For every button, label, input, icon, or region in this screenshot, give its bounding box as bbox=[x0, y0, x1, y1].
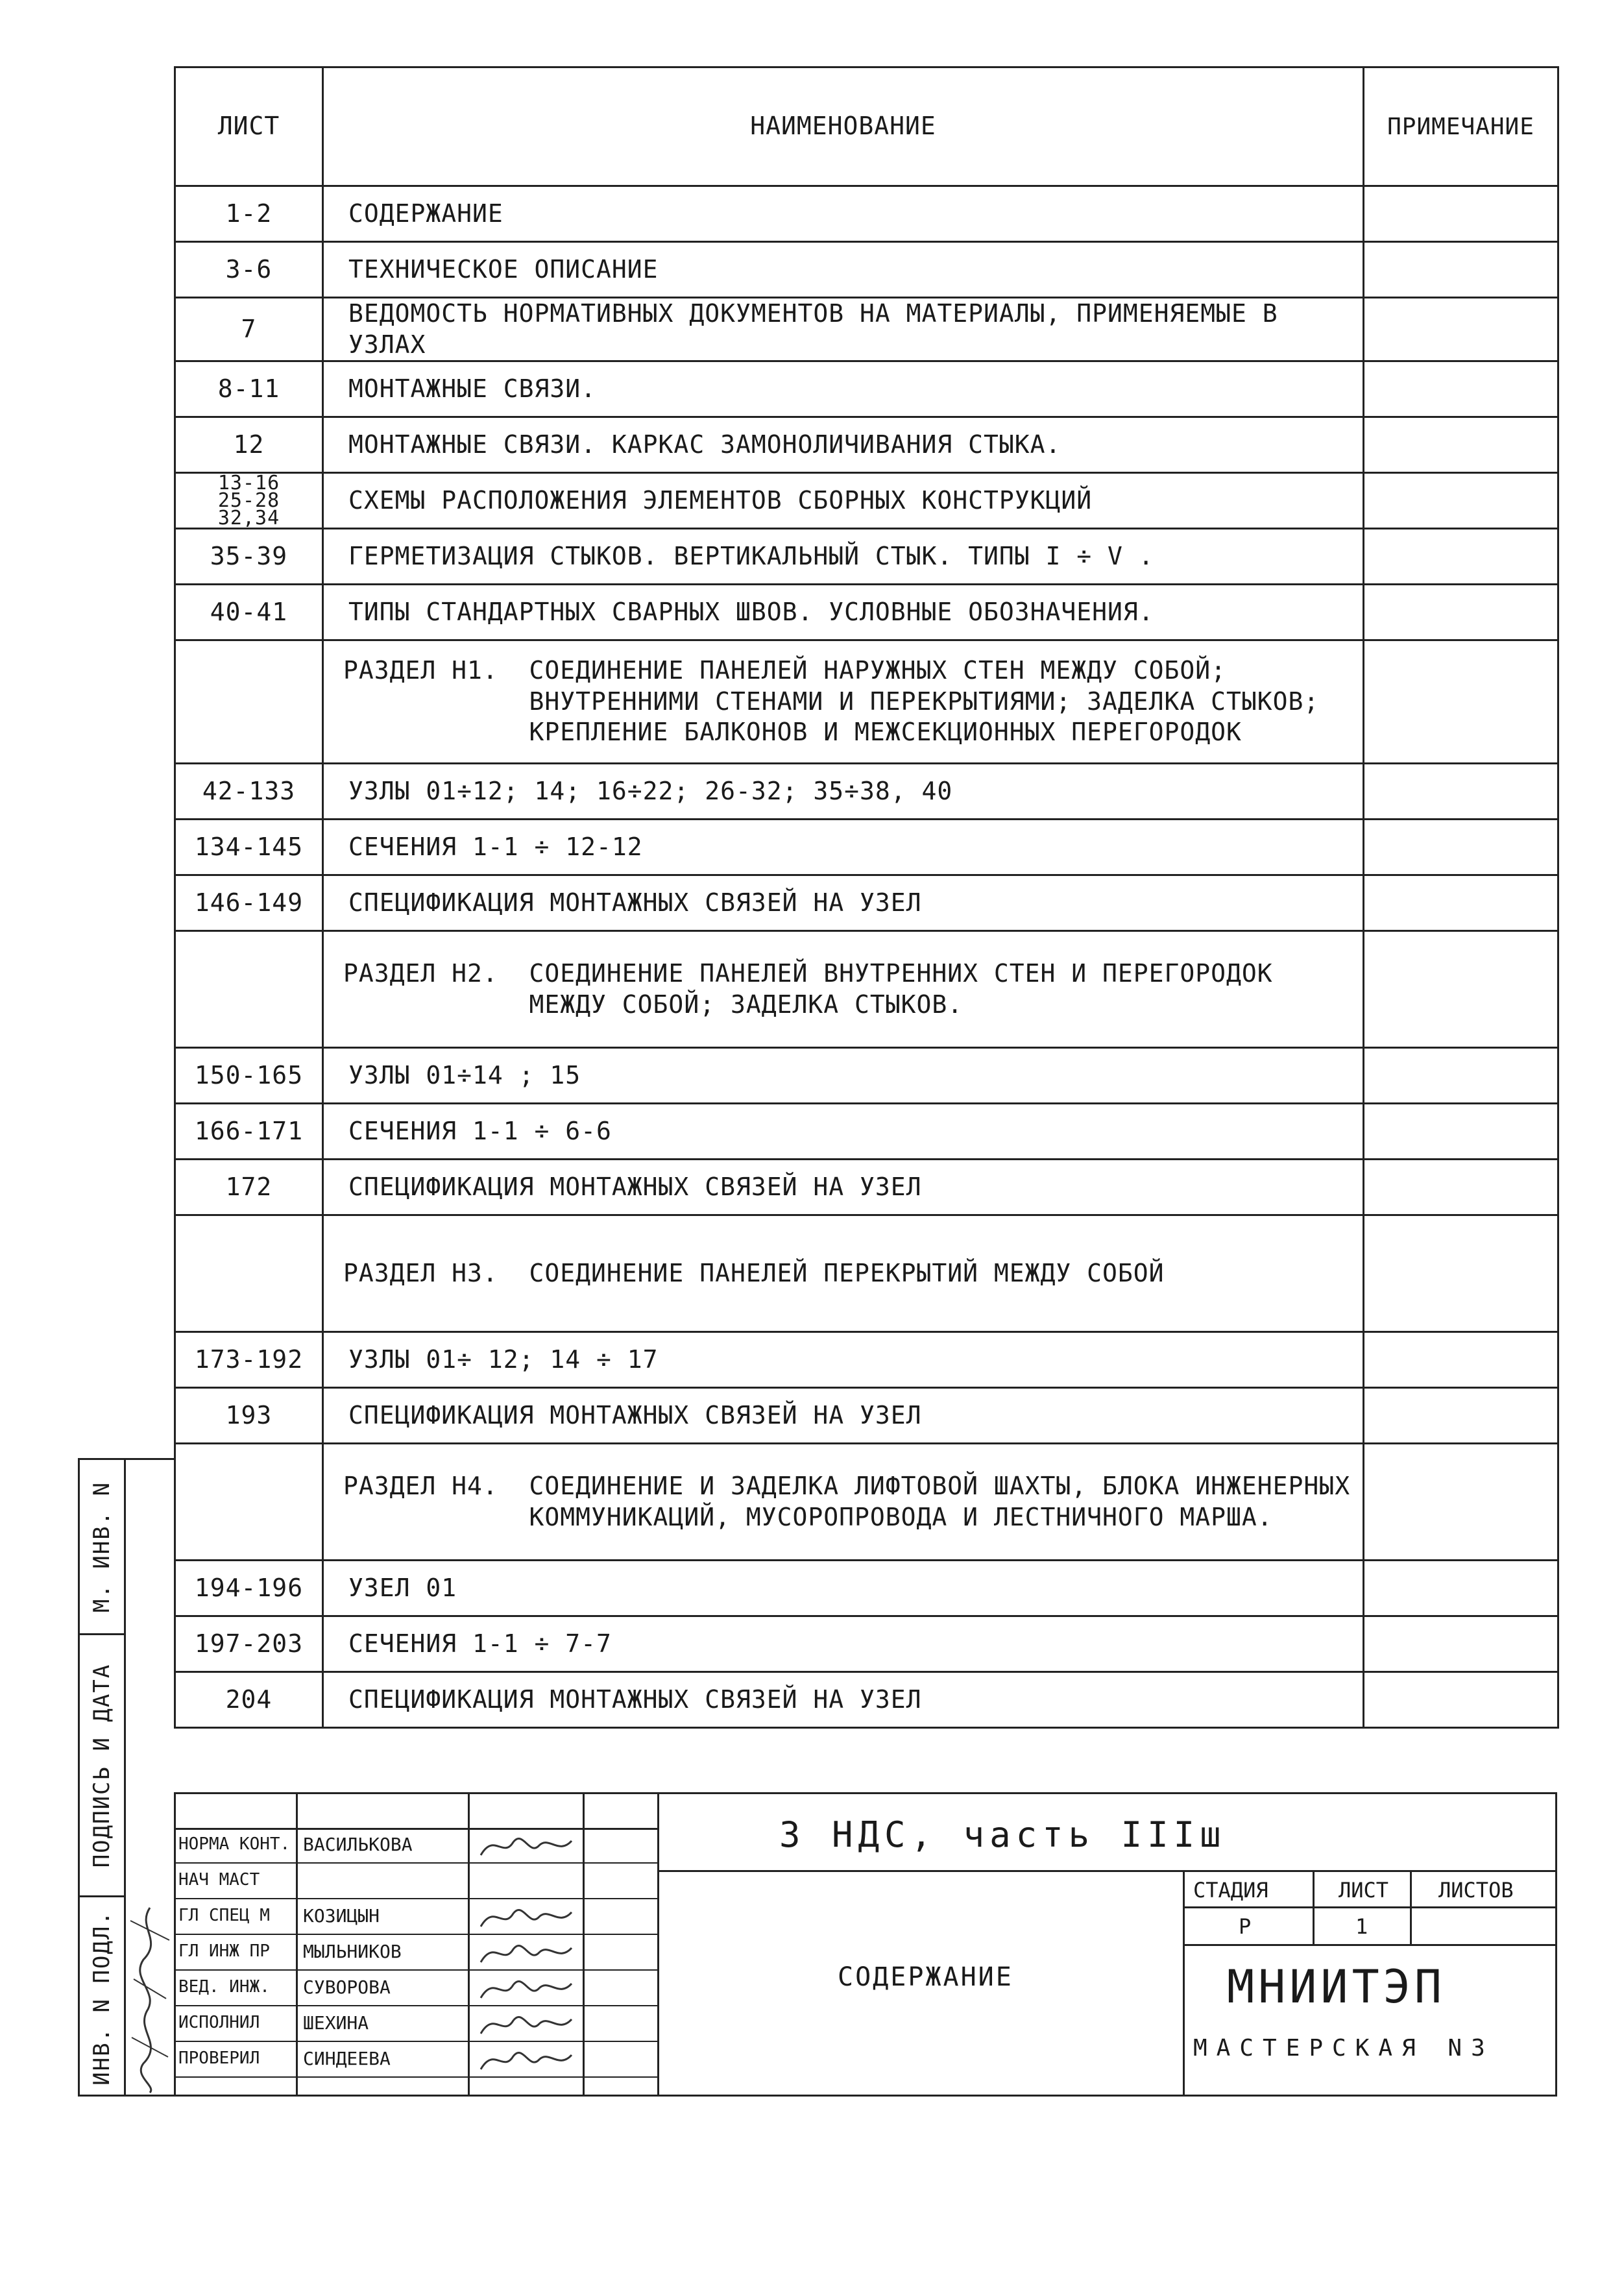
name-cell: СПЕЦИФИКАЦИЯ МОНТАЖНЫХ СВЯЗЕЙ НА УЗЕЛ bbox=[323, 1388, 1364, 1444]
handwritten-inventory-number bbox=[124, 1901, 176, 2096]
note-cell bbox=[1364, 1215, 1558, 1332]
organization-name: МНИИТЭП bbox=[1227, 1960, 1446, 2013]
table-row bbox=[175, 585, 1558, 640]
signature-name: СУВОРОВА bbox=[303, 1976, 391, 1998]
name-cell: СЕЧЕНИЯ 1-1 ÷ 7-7 bbox=[323, 1616, 1364, 1672]
sheet-cell: 166-171 bbox=[175, 1104, 323, 1160]
sheet-cell: 150-165 bbox=[175, 1048, 323, 1104]
signature-name: ВАСИЛЬКОВА bbox=[303, 1834, 413, 1855]
table-row bbox=[175, 186, 1558, 242]
table-row bbox=[175, 298, 1558, 361]
sheet-range-line: 32,34 bbox=[217, 507, 280, 529]
table-row bbox=[175, 875, 1558, 931]
sheet-cell: 146-149 bbox=[175, 875, 323, 931]
section-line: КОММУНИКАЦИЙ, МУСОРОПРОВОДА И ЛЕСТНИЧНОГО МАРША. bbox=[343, 1502, 1273, 1531]
stage-value: Р bbox=[1239, 1914, 1252, 1939]
signature-role: ГЛ СПЕЦ М bbox=[178, 1906, 270, 1925]
sheet-cell bbox=[175, 473, 323, 529]
sheet-range-line: 13-16 bbox=[217, 472, 280, 494]
section-row bbox=[175, 640, 1558, 764]
signature-name: КОЗИЦЫН bbox=[303, 1905, 380, 1927]
table-header-row bbox=[175, 67, 1558, 186]
table-row bbox=[175, 1616, 1558, 1672]
table-row bbox=[175, 1104, 1558, 1160]
signature-name: СИНДЕЕВА bbox=[303, 2048, 391, 2069]
note-cell bbox=[1364, 1388, 1558, 1444]
signature-scribble bbox=[474, 2008, 585, 2041]
sheet-cell: 3-6 bbox=[175, 242, 323, 298]
table-row bbox=[175, 1561, 1558, 1616]
name-cell: СЕЧЕНИЯ 1-1 ÷ 12-12 bbox=[323, 820, 1364, 875]
sheet-cell bbox=[175, 931, 323, 1048]
name-cell: СЕЧЕНИЯ 1-1 ÷ 6-6 bbox=[323, 1104, 1364, 1160]
workshop-name: МАСТЕРСКАЯ N3 bbox=[1193, 2035, 1494, 2061]
section-line: РАЗДЕЛ Н1. СОЕДИНЕНИЕ ПАНЕЛЕЙ НАРУЖНЫХ СТЕН МЕЖДУ СОБОЙ; bbox=[343, 656, 1227, 685]
header-name: НАИМЕНОВАНИЕ bbox=[323, 67, 1364, 186]
table-row bbox=[175, 820, 1558, 875]
header-note: ПРИМЕЧАНИЕ bbox=[1364, 67, 1558, 186]
sheet-cell: 172 bbox=[175, 1160, 323, 1215]
note-cell bbox=[1364, 640, 1558, 764]
sheet-cell: 40-41 bbox=[175, 585, 323, 640]
section-line: МЕЖДУ СОБОЙ; ЗАДЕЛКА СТЫКОВ. bbox=[343, 990, 963, 1019]
sheet-label: ЛИСТ bbox=[1339, 1878, 1389, 1903]
note-cell bbox=[1364, 585, 1558, 640]
note-cell bbox=[1364, 1561, 1558, 1616]
sheet-value: 1 bbox=[1355, 1914, 1368, 1939]
note-cell bbox=[1364, 298, 1558, 361]
note-cell bbox=[1364, 242, 1558, 298]
table-row bbox=[175, 417, 1558, 473]
name-cell: УЗЛЫ 01÷ 12; 14 ÷ 17 bbox=[323, 1332, 1364, 1388]
contents-table bbox=[174, 66, 1559, 1729]
title-block bbox=[174, 1792, 1557, 2097]
side-cell-orig bbox=[80, 1897, 124, 2098]
section-title-cell bbox=[323, 640, 1364, 764]
name-cell: СХЕМЫ РАСПОЛОЖЕНИЯ ЭЛЕМЕНТОВ СБОРНЫХ КОНСТРУКЦИЙ bbox=[323, 473, 1364, 529]
note-cell bbox=[1364, 529, 1558, 585]
note-cell bbox=[1364, 473, 1558, 529]
name-cell: ВЕДОМОСТЬ НОРМАТИВНЫХ ДОКУМЕНТОВ НА МАТЕРИАЛЫ, ПРИМЕНЯЕМЫЕ В УЗЛАХ bbox=[323, 298, 1364, 361]
section-title-cell bbox=[323, 931, 1364, 1048]
name-cell: СПЕЦИФИКАЦИЯ МОНТАЖНЫХ СВЯЗЕЙ НА УЗЕЛ bbox=[323, 1160, 1364, 1215]
section-line: ВНУТРЕННИМИ СТЕНАМИ И ПЕРЕКРЫТИЯМИ; ЗАДЕЛКА СТЫКОВ; bbox=[343, 687, 1320, 716]
note-cell bbox=[1364, 1616, 1558, 1672]
note-cell bbox=[1364, 1332, 1558, 1388]
sheet-cell: 194-196 bbox=[175, 1561, 323, 1616]
section-row bbox=[175, 1444, 1558, 1561]
header-sheet: ЛИСТ bbox=[175, 67, 323, 186]
note-cell bbox=[1364, 1104, 1558, 1160]
table-row bbox=[175, 1388, 1558, 1444]
signature-scribble bbox=[474, 2043, 585, 2077]
note-cell bbox=[1364, 1672, 1558, 1728]
section-title-cell bbox=[323, 1444, 1364, 1561]
sheet-cell: 42-133 bbox=[175, 764, 323, 820]
section-line: РАЗДЕЛ Н4. СОЕДИНЕНИЕ И ЗАДЕЛКА ЛИФТОВОЙ ШАХТЫ, БЛОКА ИНЖЕНЕРНЫХ bbox=[343, 1472, 1351, 1500]
signature-scribble bbox=[474, 1972, 585, 2006]
name-cell: ТИПЫ СТАНДАРТНЫХ СВАРНЫХ ШВОВ. УСЛОВНЫЕ ОБОЗНАЧЕНИЯ. bbox=[323, 585, 1364, 640]
name-cell: ТЕХНИЧЕСКОЕ ОПИСАНИЕ bbox=[323, 242, 1364, 298]
side-stamp bbox=[78, 1458, 174, 2097]
section-row bbox=[175, 1215, 1558, 1332]
sheet-cell: 197-203 bbox=[175, 1616, 323, 1672]
table-row bbox=[175, 1672, 1558, 1728]
note-cell bbox=[1364, 1444, 1558, 1561]
note-cell bbox=[1364, 764, 1558, 820]
note-cell bbox=[1364, 875, 1558, 931]
sheets-label: ЛИСТОВ bbox=[1438, 1878, 1514, 1903]
section-title-cell bbox=[323, 1215, 1364, 1332]
sheet-cell bbox=[175, 1444, 323, 1561]
signature-role: ИСПОЛНИЛ bbox=[178, 2013, 260, 2032]
name-cell: МОНТАЖНЫЕ СВЯЗИ. bbox=[323, 361, 1364, 417]
signature-scribble bbox=[474, 1936, 585, 1970]
name-cell: СПЕЦИФИКАЦИЯ МОНТАЖНЫХ СВЯЗЕЙ НА УЗЕЛ bbox=[323, 1672, 1364, 1728]
name-cell: УЗЛЫ 01÷12; 14; 16÷22; 26-32; 35÷38, 40 bbox=[323, 764, 1364, 820]
name-cell: МОНТАЖНЫЕ СВЯЗИ. КАРКАС ЗАМОНОЛИЧИВАНИЯ СТЫКА. bbox=[323, 417, 1364, 473]
section-line: КРЕПЛЕНИЕ БАЛКОНОВ И МЕЖСЕКЦИОННЫХ ПЕРЕГОРОДОК bbox=[343, 718, 1242, 747]
signature-role: ВЕД. ИНЖ. bbox=[178, 1977, 270, 1997]
sheet-cell: 8-11 bbox=[175, 361, 323, 417]
side-stamp-label-column bbox=[80, 1460, 126, 2095]
signature-scribble bbox=[474, 1829, 585, 1863]
signature-name: ШЕХИНА bbox=[303, 2012, 369, 2034]
table-row bbox=[175, 1048, 1558, 1104]
note-cell bbox=[1364, 186, 1558, 242]
name-cell: СОДЕРЖАНИЕ bbox=[323, 186, 1364, 242]
document-code: 3 НДС, часть IIIш bbox=[779, 1814, 1226, 1855]
side-label-sign: ПОДПИСЬ И ДАТА bbox=[89, 1663, 115, 1867]
side-cell-sign bbox=[80, 1635, 124, 1897]
signature-role: ПРОВЕРИЛ bbox=[178, 2049, 260, 2068]
section-line: РАЗДЕЛ Н2. СОЕДИНЕНИЕ ПАНЕЛЕЙ ВНУТРЕННИХ СТЕН И ПЕРЕГОРОДОК bbox=[343, 959, 1273, 988]
side-cell-inv bbox=[80, 1460, 124, 1635]
signature-role: НОРМА КОНТ. bbox=[178, 1834, 291, 1854]
section-line: РАЗДЕЛ Н3. СОЕДИНЕНИЕ ПАНЕЛЕЙ ПЕРЕКРЫТИЙ МЕЖДУ СОБОЙ bbox=[343, 1258, 1165, 1287]
signature-scribble bbox=[474, 1901, 585, 1934]
table-row bbox=[175, 1160, 1558, 1215]
note-cell bbox=[1364, 417, 1558, 473]
name-cell: УЗЛЫ 01÷14 ; 15 bbox=[323, 1048, 1364, 1104]
sheet-cell bbox=[175, 1215, 323, 1332]
table-row bbox=[175, 361, 1558, 417]
side-label-orig: ИНВ. N ПОДЛ. bbox=[89, 1910, 115, 2085]
note-cell bbox=[1364, 1048, 1558, 1104]
table-row bbox=[175, 529, 1558, 585]
table-row bbox=[175, 473, 1558, 529]
note-cell bbox=[1364, 820, 1558, 875]
note-cell bbox=[1364, 931, 1558, 1048]
sheet-range-line: 25-28 bbox=[217, 489, 280, 512]
signature-role: ГЛ ИНЖ ПР bbox=[178, 1941, 270, 1961]
signature-name: МЫЛЬНИКОВ bbox=[303, 1941, 402, 1962]
sheet-cell: 12 bbox=[175, 417, 323, 473]
table-row bbox=[175, 242, 1558, 298]
name-cell: СПЕЦИФИКАЦИЯ МОНТАЖНЫХ СВЯЗЕЙ НА УЗЕЛ bbox=[323, 875, 1364, 931]
section-row bbox=[175, 931, 1558, 1048]
sheet-title: СОДЕРЖАНИЕ bbox=[838, 1962, 1013, 1992]
table-row bbox=[175, 1332, 1558, 1388]
sheet-cell: 7 bbox=[175, 298, 323, 361]
sheet-cell: 204 bbox=[175, 1672, 323, 1728]
sheet-cell: 193 bbox=[175, 1388, 323, 1444]
sheet-cell: 35-39 bbox=[175, 529, 323, 585]
name-cell: ГЕРМЕТИЗАЦИЯ СТЫКОВ. ВЕРТИКАЛЬНЫЙ СТЫК. ТИПЫ I ÷ V . bbox=[323, 529, 1364, 585]
note-cell bbox=[1364, 361, 1558, 417]
name-cell: УЗЕЛ 01 bbox=[323, 1561, 1364, 1616]
sheet-cell bbox=[175, 640, 323, 764]
side-label-inv: М. ИНВ. N bbox=[89, 1481, 115, 1612]
sheet-cell: 1-2 bbox=[175, 186, 323, 242]
table-row bbox=[175, 764, 1558, 820]
sheet-cell: 134-145 bbox=[175, 820, 323, 875]
sheet-cell: 173-192 bbox=[175, 1332, 323, 1388]
note-cell bbox=[1364, 1160, 1558, 1215]
signature-role: НАЧ МАСТ bbox=[178, 1870, 260, 1890]
stage-label: СТАДИЯ bbox=[1193, 1878, 1268, 1903]
